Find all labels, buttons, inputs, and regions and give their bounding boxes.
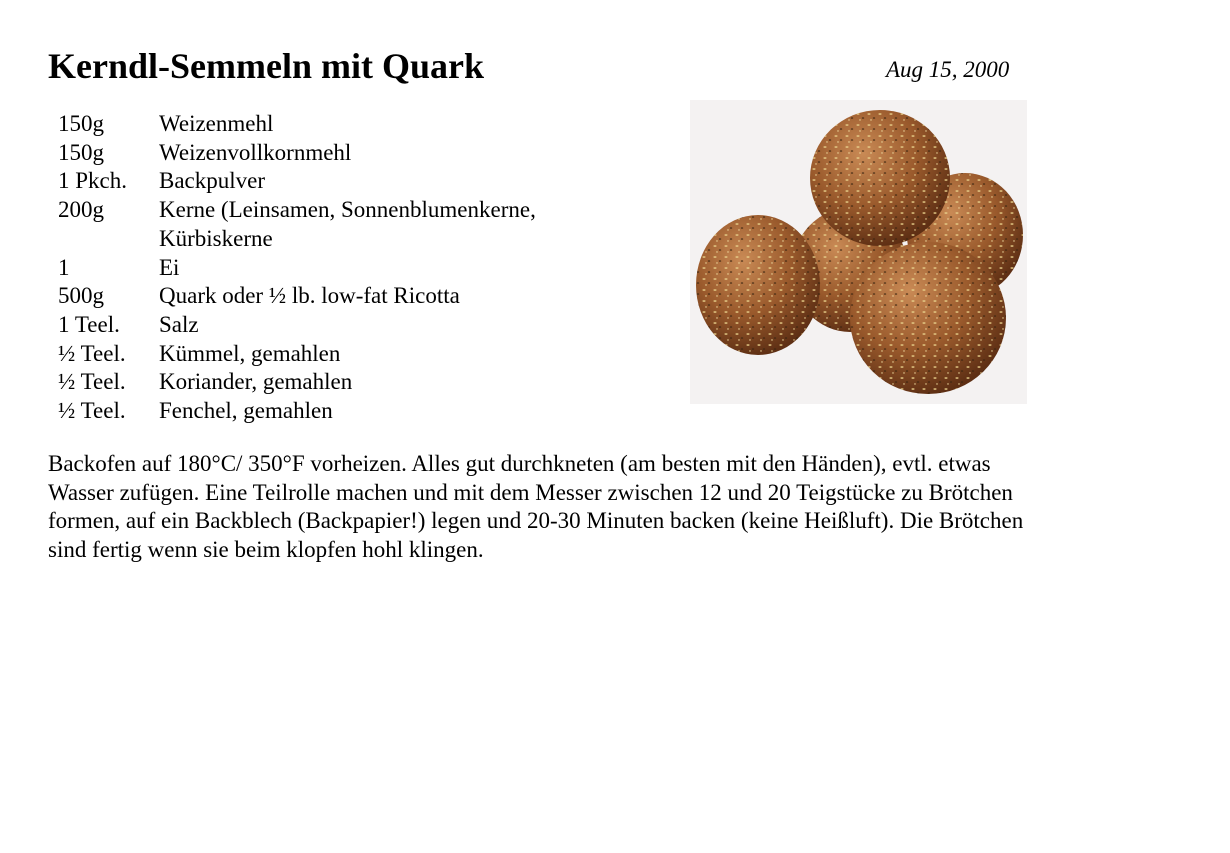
ingredient-quantity: ½ Teel. xyxy=(58,369,126,395)
ingredient-quantity: 200g xyxy=(58,197,104,223)
bread-roll xyxy=(850,242,1006,394)
ingredient-quantity: 500g xyxy=(58,283,104,309)
bread-rolls-illustration xyxy=(690,100,1027,404)
recipe-date: Aug 15, 2000 xyxy=(886,57,1010,82)
ingredient-name: Weizenvollkornmehl xyxy=(159,139,352,165)
ingredient-name: Kerne (Leinsamen, Sonnenblumenkerne, Kürbiskerne xyxy=(159,197,536,251)
ingredient-row xyxy=(58,397,599,426)
bread-rolls-photo xyxy=(690,100,1027,404)
ingredient-row xyxy=(58,340,599,369)
bread-roll xyxy=(810,110,950,246)
ingredient-quantity: 1 Teel. xyxy=(58,311,120,337)
ingredient-row xyxy=(58,368,599,397)
ingredient-row xyxy=(58,311,599,340)
ingredient-quantity: ½ Teel. xyxy=(58,398,126,424)
ingredient-name: Backpulver xyxy=(159,168,266,194)
ingredient-quantity: 150g xyxy=(58,111,104,136)
ingredient-name: Weizenmehl xyxy=(159,111,274,136)
ingredient-quantity: 1 xyxy=(58,254,70,280)
ingredient-name: Salz xyxy=(159,311,199,337)
ingredient-quantity: 1 Pkch. xyxy=(58,168,127,194)
ingredient-name: Quark oder ½ lb. low-fat Ricotta xyxy=(159,283,460,309)
recipe-title: Kerndl-Semmeln mit Quark xyxy=(48,46,484,86)
ingredient-row xyxy=(58,254,599,283)
ingredient-row xyxy=(58,282,599,311)
bread-roll xyxy=(696,215,820,355)
ingredient-quantity: ½ Teel. xyxy=(58,340,126,366)
ingredient-list xyxy=(58,110,599,426)
recipe-instructions: Backofen auf 180°C/ 350°F vorheizen. Alles gut durchkneten (am besten mit den Händen), evtl. etwas Wasser zufügen. Eine Teilrolle machen und mit dem Messer zwischen 12 und 20 Teigstücke zu Brötchen formen, auf ein Backblech (Backpapier!) legen und 20-30 Minuten backen (keine Heißluft). Die Brötchen sind fertig wenn sie beim klopfen hohl klingen. xyxy=(48,451,1024,563)
ingredient-name: Fenchel, gemahlen xyxy=(159,398,333,424)
ingredient-row xyxy=(58,139,599,168)
ingredient-row xyxy=(58,167,599,196)
ingredient-name: Kümmel, gemahlen xyxy=(159,340,341,366)
ingredient-name: Ei xyxy=(159,254,180,280)
ingredient-quantity: 150g xyxy=(58,139,104,165)
ingredient-row xyxy=(58,196,599,253)
ingredient-row xyxy=(58,110,599,139)
ingredient-name: Koriander, gemahlen xyxy=(159,369,353,395)
